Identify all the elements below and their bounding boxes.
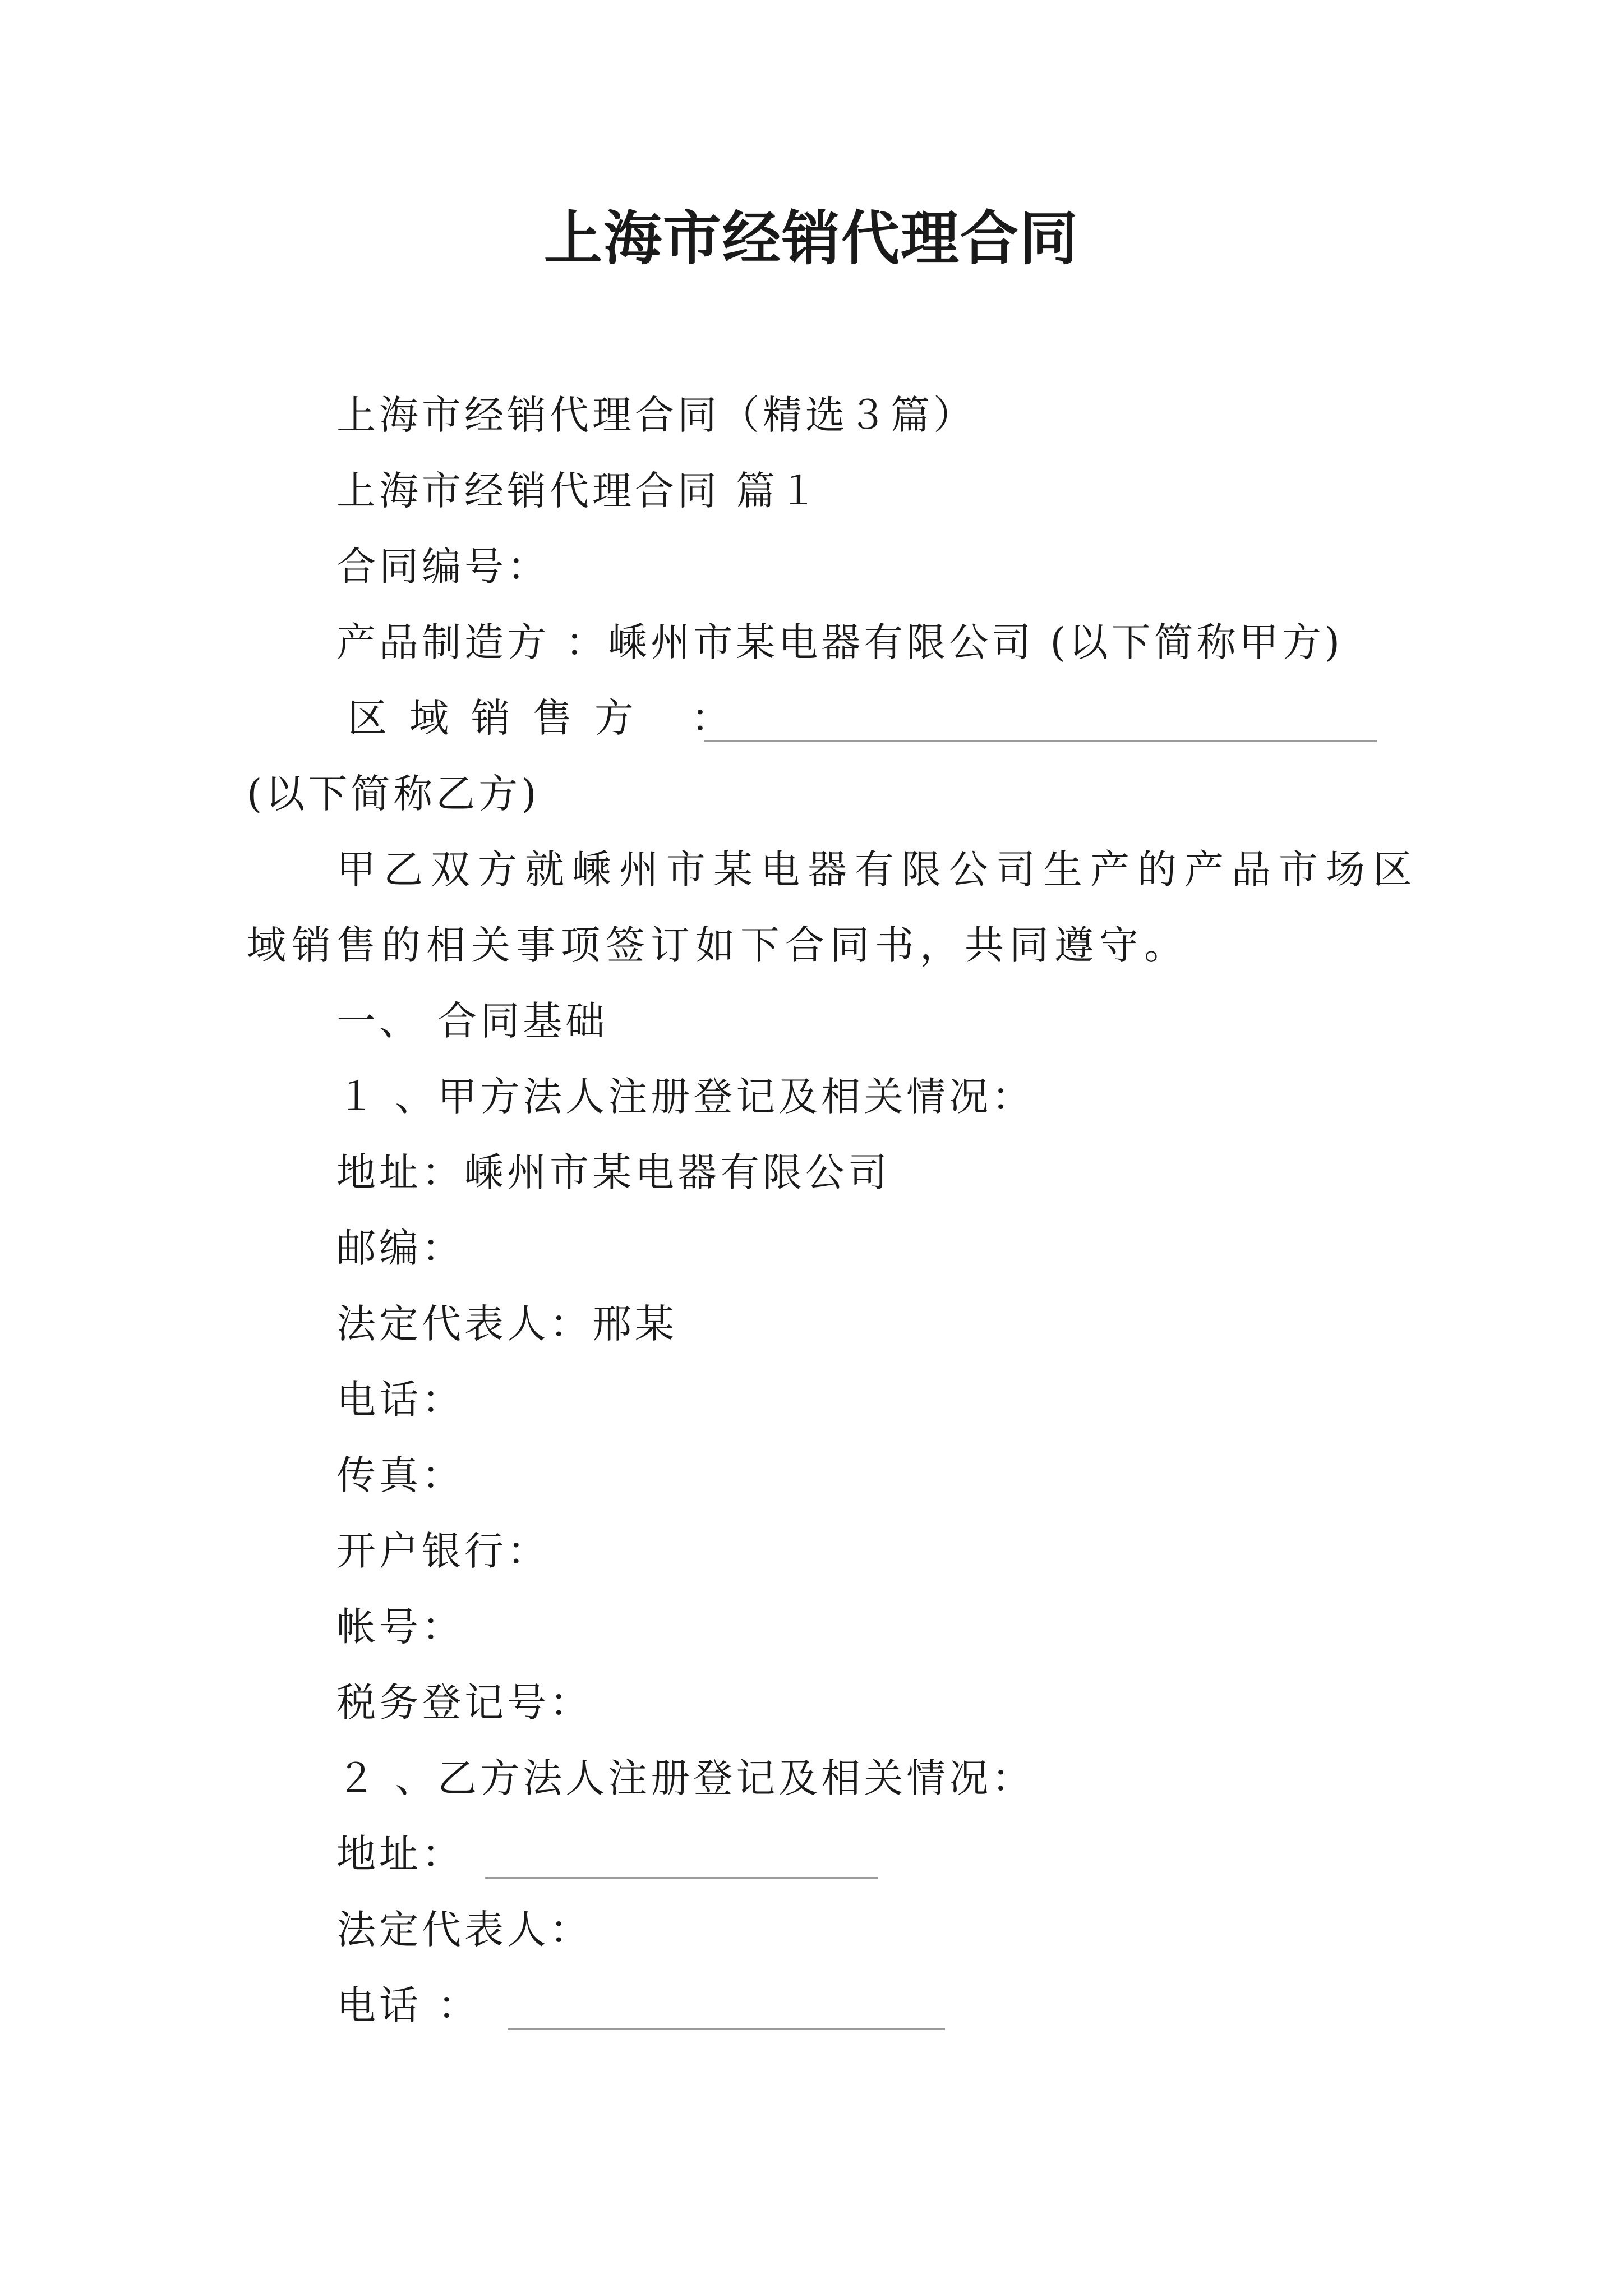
party-b-address-blank bbox=[485, 1877, 878, 1879]
party-b-phone: 电话 ： bbox=[336, 1982, 481, 2028]
contract-number-label: 合同编号： bbox=[336, 544, 550, 590]
party-a-legal-representative: 法定代表人：邢某 bbox=[336, 1301, 677, 1347]
party-a-postcode: 邮编： bbox=[336, 1225, 464, 1271]
party-a-registration-heading: １ 、甲方法人注册登记及相关情况： bbox=[336, 1074, 1035, 1120]
preamble-line-2: 域销售的相关事项签订如下合同书，共同遵守。 bbox=[247, 922, 1189, 968]
regional-seller-label: 区域销售方 ： bbox=[348, 695, 753, 741]
party-b-registration-heading: ２ 、乙方法人注册登记及相关情况： bbox=[336, 1755, 1035, 1801]
party-a-bank: 开户银行： bbox=[336, 1528, 550, 1574]
manufacturer-line: 产品制造方 ：嵊州市某电器有限公司 (以下简称甲方) bbox=[336, 619, 1344, 665]
subtitle-selection: 上海市经销代理合同（精选３篇） bbox=[336, 392, 976, 438]
section-one-heading: 一、 合同基础 bbox=[336, 998, 608, 1044]
party-a-address: 地址：嵊州市某电器有限公司 bbox=[336, 1149, 891, 1195]
party-b-alias: (以下简称乙方) bbox=[247, 771, 540, 817]
party-b-legal-representative: 法定代表人： bbox=[336, 1907, 592, 1953]
party-a-phone: 电话： bbox=[336, 1377, 464, 1423]
party-b-address: 地址： bbox=[336, 1831, 464, 1877]
subtitle-part-one: 上海市经销代理合同 篇１ bbox=[336, 468, 822, 514]
regional-seller-blank bbox=[704, 740, 1377, 742]
party-a-fax: 传真： bbox=[336, 1452, 464, 1498]
preamble-line-1: 甲乙双方就嵊州市某电器有限公司生产的产品市场区 bbox=[336, 846, 1420, 892]
party-a-tax-number: 税务登记号： bbox=[336, 1680, 592, 1726]
party-a-account: 帐号： bbox=[336, 1604, 464, 1650]
document-title: 上海市经销代理合同 bbox=[543, 204, 1079, 273]
party-b-phone-blank bbox=[508, 2028, 945, 2030]
